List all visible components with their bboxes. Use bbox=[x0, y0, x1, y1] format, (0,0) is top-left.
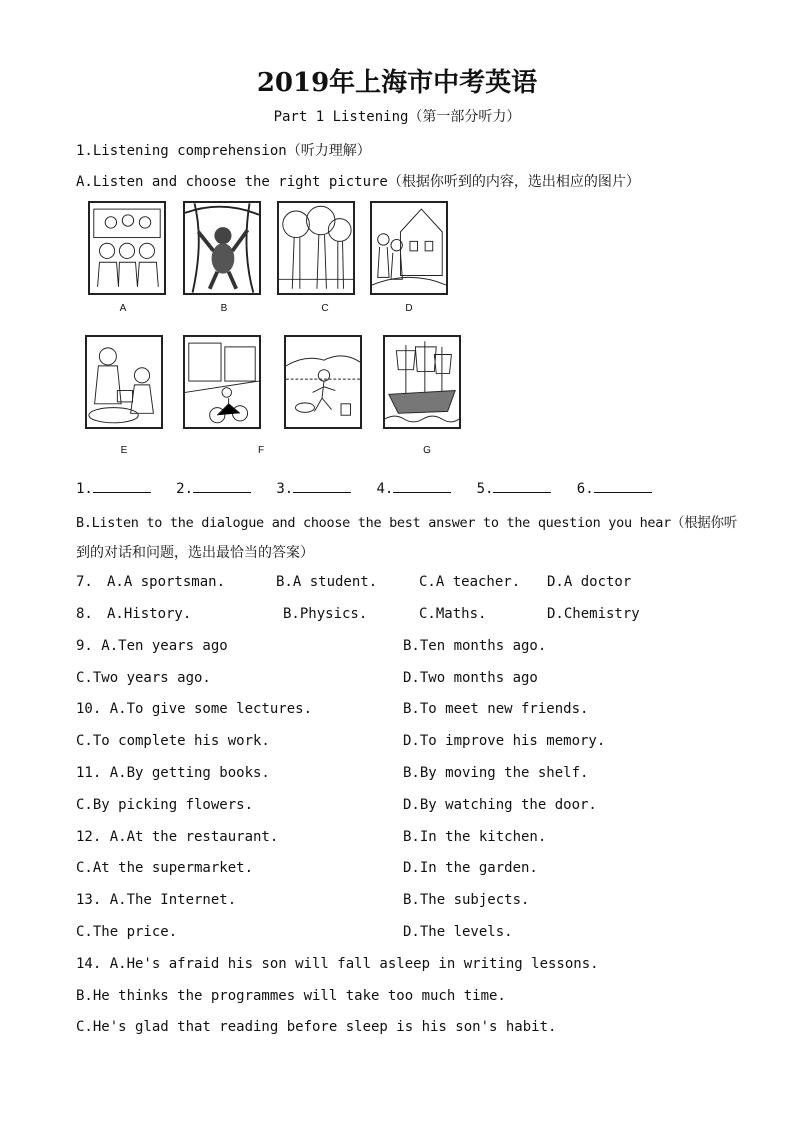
option-b: B.He thinks the programmes will take too much time. bbox=[76, 988, 506, 1004]
answer-blank[interactable] bbox=[493, 480, 551, 493]
picture-d bbox=[370, 201, 448, 295]
section-b-instruction-cont: 到的对话和问题，选出最恰当的答案） bbox=[76, 545, 314, 561]
section-a-instruction: A.Listen and choose the right picture（根据你听到的内容，选出相应的图片） bbox=[76, 174, 640, 190]
sailing-ship-icon bbox=[385, 337, 459, 427]
answer-blank[interactable] bbox=[393, 480, 451, 493]
picture-label: E bbox=[120, 445, 128, 456]
picture-label: D bbox=[405, 303, 413, 314]
answer-blank[interactable] bbox=[594, 480, 652, 493]
forest-icon bbox=[279, 203, 353, 293]
blank-label: 2. bbox=[176, 481, 194, 497]
picture-f bbox=[183, 335, 261, 429]
answer-blanks bbox=[76, 480, 652, 497]
option-a: 11. A.By getting books. bbox=[76, 765, 270, 781]
answer-blank[interactable] bbox=[293, 480, 351, 493]
option-d: D.Two months ago bbox=[403, 670, 538, 686]
question-number: 7. bbox=[76, 574, 93, 590]
children-house-icon bbox=[372, 203, 446, 293]
option-c: C.By picking flowers. bbox=[76, 797, 254, 813]
option-d: D.Chemistry bbox=[547, 606, 640, 622]
picture-label: F bbox=[257, 445, 265, 456]
option-b: B.The subjects. bbox=[403, 892, 530, 908]
picture-h bbox=[383, 335, 461, 429]
option-d: D.A doctor bbox=[547, 574, 632, 590]
option-d: D.The levels. bbox=[403, 924, 513, 940]
option-a: 14. A.He's afraid his son will fall asleep in writing lessons. bbox=[76, 956, 599, 972]
option-d: D.To improve his memory. bbox=[403, 733, 606, 749]
blank-label: 1. bbox=[76, 481, 93, 497]
option-b: B.Physics. bbox=[283, 606, 368, 622]
picture-g bbox=[284, 335, 362, 429]
monkey-tree-icon bbox=[185, 203, 259, 293]
option-a: A.A sportsman. bbox=[107, 574, 226, 590]
section-heading: 1.Listening comprehension（听力理解） bbox=[76, 143, 371, 159]
picture-c bbox=[277, 201, 355, 295]
option-a: 13. A.The Internet. bbox=[76, 892, 237, 908]
picture-label: B bbox=[220, 303, 228, 314]
part-heading: Part 1 Listening（第一部分听力） bbox=[273, 109, 521, 125]
option-b: B.By moving the shelf. bbox=[403, 765, 589, 781]
option-b: B.A student. bbox=[276, 574, 378, 590]
option-d: D.In the garden. bbox=[403, 860, 538, 876]
picture-label: G bbox=[423, 445, 431, 456]
option-b: B.To meet new friends. bbox=[403, 701, 589, 717]
picture-a bbox=[88, 201, 166, 295]
option-a: 12. A.At the restaurant. bbox=[76, 829, 279, 845]
option-c: C.He's glad that reading before sleep is his son's habit. bbox=[76, 1019, 557, 1035]
option-c: C.To complete his work. bbox=[76, 733, 270, 749]
boy-beach-icon bbox=[286, 337, 360, 427]
option-c: C.Two years ago. bbox=[76, 670, 211, 686]
option-c: C.The price. bbox=[76, 924, 178, 940]
question-number: 8. bbox=[76, 606, 93, 622]
group-photo-icon bbox=[90, 203, 164, 293]
picture-b bbox=[183, 201, 261, 295]
option-c: C.At the supermarket. bbox=[76, 860, 254, 876]
option-a: A.History. bbox=[107, 606, 192, 622]
answer-blank[interactable] bbox=[193, 480, 251, 493]
blank-label: 5. bbox=[476, 481, 494, 497]
answer-blank[interactable] bbox=[93, 480, 151, 493]
mother-daughter-gift-icon bbox=[87, 337, 161, 427]
option-a: 9. A.Ten years ago bbox=[76, 638, 228, 654]
option-b: B.In the kitchen. bbox=[403, 829, 547, 845]
section-b-instruction: B.Listen to the dialogue and choose the best answer to the question you hear（根据你听 bbox=[76, 515, 737, 531]
page-title: 2019年上海市中考英语 bbox=[256, 68, 538, 98]
blank-label: 6. bbox=[576, 481, 594, 497]
boy-bicycle-icon bbox=[185, 337, 259, 427]
option-d: D.By watching the door. bbox=[403, 797, 597, 813]
option-a: 10. A.To give some lectures. bbox=[76, 701, 313, 717]
picture-label: C bbox=[321, 303, 329, 314]
blank-label: 4. bbox=[376, 481, 394, 497]
option-b: B.Ten months ago. bbox=[403, 638, 547, 654]
picture-label: A bbox=[119, 303, 127, 314]
option-c: C.A teacher. bbox=[419, 574, 521, 590]
blank-label: 3. bbox=[276, 481, 294, 497]
picture-e bbox=[85, 335, 163, 429]
option-c: C.Maths. bbox=[419, 606, 487, 622]
